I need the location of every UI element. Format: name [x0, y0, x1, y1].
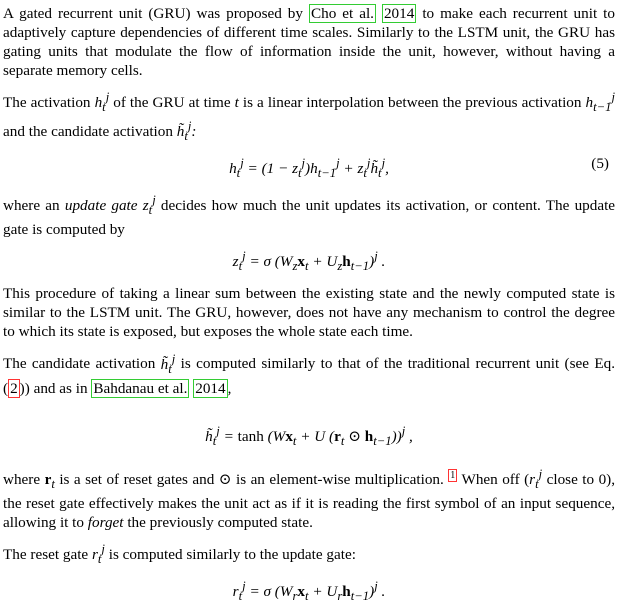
- equation-5: [3, 154, 615, 183]
- equation-5-body: $h_t^j = (1 - z_t^j)h_{t-1}^j$ + $z_t^jh̃_t^j$,: [229, 156, 389, 181]
- equation-reference[interactable]: 2: [10, 379, 18, 397]
- citation-bahdanau-authors[interactable]: Bahdanau et al.: [93, 379, 188, 397]
- math-h-tminus1-j: $h_{t-1}^j$: [585, 90, 616, 115]
- equation-reset-gate: $r_t^j = \sigma$ $(W_rx_t + U_rh_{t-1})^j$ .: [232, 578, 386, 603]
- citation-bahdanau-year[interactable]: 2014: [195, 379, 226, 397]
- paragraph-procedure: This procedure of taking a linear sum between the existing state and the newly computed state is similar to the LSTM unit. The GRU, however, does not have any mechanism to control the degree to which its state is exposed, but exposes the whole state each time.: [3, 285, 615, 341]
- citation-cho-authors[interactable]: Cho et al.: [310, 5, 374, 22]
- paragraph-reset-gate: The reset gate $r_t^j$ is computed similarly to the update gate:: [3, 541, 356, 566]
- citation-cho-year[interactable]: 2014: [383, 5, 415, 22]
- equation-update-gate: $z_t^j = \sigma$ $(W_zx_t + U_zh_{t-1})^j$ .: [232, 249, 386, 274]
- paragraph-activation: The activation $h_t^j$ of the GRU at time t is a linear interpolation between the previous activation $h_{t-1}^j$ and the candidate activation $h̃_t^j$:: [3, 90, 616, 144]
- math-htilde-t-j: $h̃_t^j$:: [176, 119, 197, 144]
- equation-candidate: $h̃_t^j = \tanh (Wx_t + U$ ($r_t$ ⊙ $h_{t-1}))^j$ ,: [205, 423, 413, 448]
- paragraph-update-gate: where an update gate $z_t^j$ decides how much the unit updates its activation, or content. The update gate is computed by: [3, 193, 616, 239]
- equation-number: (5): [591, 155, 609, 173]
- paragraph-reset: where $r_t$ is a set of reset gates and ⊙ is an element-wise multiplication. $^1$ When off ($r_t^j$ close to 0), the reset gate effectively makes the unit act as if it is reading the first symbol of an input sequence, allowing it to forget the previously computed state.: [3, 466, 616, 531]
- paragraph-intro: A gated recurrent unit (GRU) was proposed by Cho et al. 2014 to make each recurrent unit to adaptively capture dependencies of different time scales. Similarly to the LSTM unit, the GRU has gating units that modulate the flow of information inside the unit, however, without having a separate memory cells.: [3, 5, 615, 79]
- paragraph-candidate: The candidate activation $h̃_t^j$ is computed similarly to that of the traditional recurrent unit (see Eq. ( 2 )) and as in Bahdanau et al. 2014 ,: [3, 351, 616, 397]
- footnote-marker[interactable]: 1: [450, 469, 456, 481]
- math-h-t-j: $h_t^j$: [94, 90, 110, 115]
